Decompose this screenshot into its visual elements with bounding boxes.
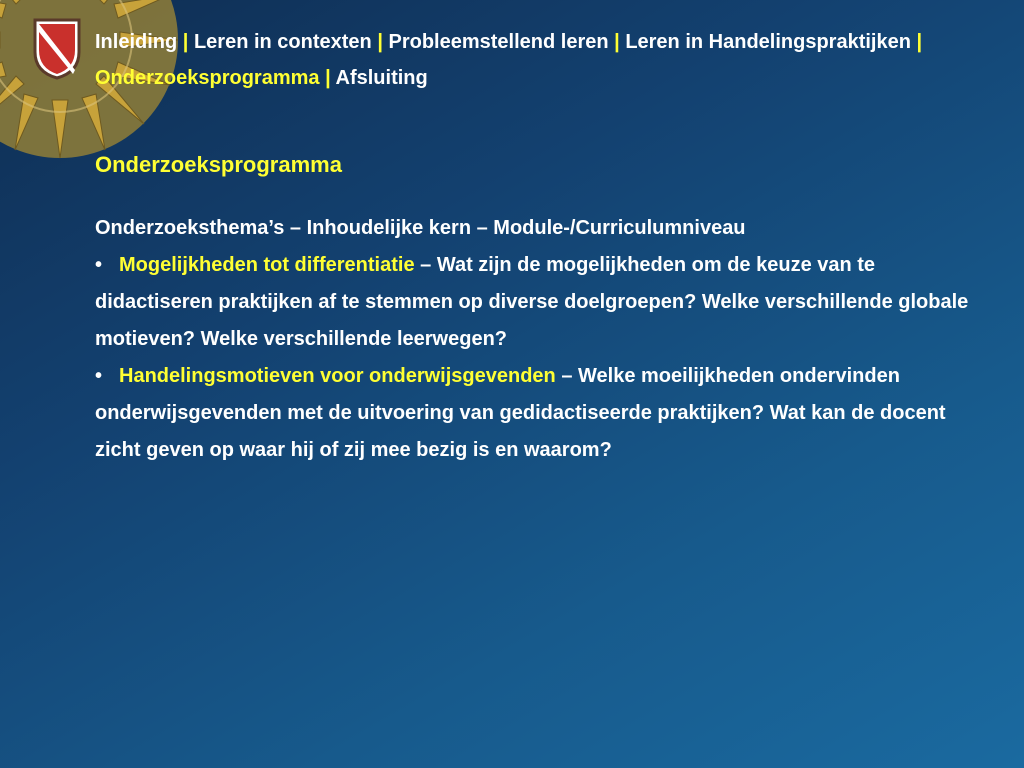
bullet-icon: •: [95, 365, 103, 387]
bullet-icon: •: [95, 254, 103, 276]
nav-separator: |: [182, 31, 189, 53]
bullet-highlight: Handelingsmotieven voor onderwijsgevenden: [119, 365, 556, 387]
section-navigation: [95, 24, 995, 96]
nav-item-leren-in-handelingspraktijken[interactable]: Leren in Handelingspraktijken: [625, 31, 911, 53]
nav-item-probleemstellend-leren[interactable]: Probleemstellend leren: [388, 31, 609, 53]
nav-separator: |: [614, 31, 620, 53]
slide-content: [95, 210, 980, 469]
nav-item-leren-in-contexten[interactable]: Leren in contexten: [193, 31, 372, 53]
slide-title: Onderzoeksprogramma: [95, 152, 342, 177]
nav-item-afsluiting[interactable]: Afsluiting: [335, 67, 428, 89]
nav-separator: |: [325, 67, 331, 89]
nav-item-onderzoeksprogramma[interactable]: Onderzoeksprogramma: [95, 67, 320, 89]
bullet-text: – Welke moeilijkheden ondervinden onderwijsgevenden met de uitvoering van gedidactiseerde praktijken? Wat kan de docent zicht geven op waar hij of zij mee bezig is en waarom?: [95, 365, 946, 461]
subheading: Onderzoeksthema’s – Inhoudelijke kern – Module-/Curriculumniveau: [95, 217, 746, 239]
nav-item-inleiding[interactable]: Inleiding: [95, 31, 178, 53]
nav-separator: |: [916, 31, 923, 53]
bullet-text: – Wat zijn de mogelijkheden om de keuze van te didactiseren praktijken af te stemmen op diverse doelgroepen? Welke verschillende globale motieven? Welke verschillende leerwegen?: [95, 254, 969, 350]
nav-separator: |: [377, 31, 383, 53]
bullet-item-motives: [95, 358, 980, 469]
bullet-item-differentiation: [95, 247, 980, 358]
bullet-highlight: Mogelijkheden tot differentiatie: [119, 254, 415, 276]
